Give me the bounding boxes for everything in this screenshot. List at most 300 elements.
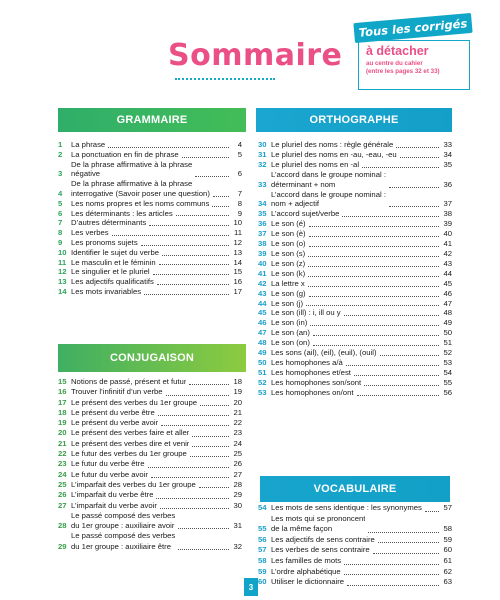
toc-entry-title-line: Le son (ill) : i, ill ou y [271,308,341,318]
toc-entry-number: 19 [58,418,67,428]
toc-entry-title-line: Le présent du verbe avoir [71,418,159,428]
toc-entry-title [271,259,305,269]
toc-entry-title [71,511,175,532]
toc-entry-title-line: Les déterminants : les articles [71,208,173,218]
toc-entry-dot-leader [149,225,229,226]
toc-entry-number: 11 [58,257,67,267]
toc-entry [58,140,242,150]
toc-entry-dot-leader [158,415,229,416]
toc-entry [258,358,452,368]
toc-entry-dot-leader [190,456,229,457]
toc-entry-number: 6 [58,208,63,218]
toc-entry-page: 6 [237,169,242,179]
toc-entry-dot-leader [178,528,229,529]
toc-entry-title-line: Identifier le sujet du verbe [71,247,160,257]
toc-entry-title [271,514,365,535]
toc-entry-title-line: Le son (o) [271,239,306,249]
toc-entry-page: 17 [233,286,242,296]
toc-entry-title [271,556,341,567]
toc-entry-page: 21 [233,407,242,417]
toc-entry-dot-leader [364,385,439,386]
toc-entry-page: 50 [443,328,452,338]
toc-entry-number: 57 [258,545,267,555]
toc-entry-title [271,279,305,289]
toc-entry [58,398,242,408]
toc-entry-page: 45 [443,278,452,288]
toc-entry-page: 8 [237,198,242,208]
toc-entry-page: 46 [443,288,452,298]
toc-entry-dot-leader [389,187,439,188]
toc-entry [258,556,452,567]
toc-entry-title [71,480,196,490]
corriges-main-text: à détacher [366,44,429,58]
toc-entry-title-line: L’accord dans le groupe nominal : [271,189,386,199]
toc-entry-page: 5 [237,149,242,159]
toc-entry [258,259,452,269]
toc-entry-title [71,428,189,438]
toc-list-grammaire [58,140,242,297]
toc-entry-title [71,501,157,511]
toc-entry-page: 39 [443,219,452,229]
toc-entry-page: 40 [443,229,452,239]
toc-entry-dot-leader [309,226,439,227]
toc-entry-page: 41 [443,239,452,249]
toc-entry-page: 62 [443,566,452,576]
toc-entry-title-line: Le présent des verbes dire et venir [71,438,190,448]
toc-entry-number: 38 [258,239,267,249]
toc-entry-title-line: Les homophones son/sont [271,377,362,387]
toc-entry-number: 25 [58,479,67,489]
toc-entry-title-line: Les homophones on/ont [271,387,354,397]
toc-entry-title-line: Utiliser le dictionnaire [271,577,345,587]
toc-entry [258,318,452,328]
toc-entry-number: 45 [258,308,267,318]
toc-entry-title-line: déterminant + nom [271,179,336,189]
toc-entry-page: 18 [233,377,242,386]
toc-entry-title [271,318,307,328]
toc-entry [258,567,452,578]
toc-entry-page: 52 [443,348,452,358]
toc-entry [58,277,242,287]
toc-entry-page: 24 [233,438,242,448]
toc-entry-title [71,470,148,480]
toc-entry-page: 15 [233,267,242,277]
toc-entry-dot-leader [162,255,229,256]
toc-entry-page: 36 [443,179,452,189]
toc-entry [58,150,242,160]
toc-entry-dot-leader [425,511,439,512]
toc-entry-page: 28 [233,479,242,489]
toc-entry-dot-leader [396,147,439,148]
toc-entry [58,501,242,511]
corriges-sub-text-1: au centre du cahier [366,60,423,67]
toc-entry-title-line: L’accord dans le groupe nominal : [271,169,386,179]
toc-entry [58,459,242,469]
toc-entry-page: 61 [443,555,452,565]
toc-entry [258,308,452,318]
toc-entry-title-line: Les homophones et/est [271,367,351,377]
toc-entry-dot-leader [357,395,440,396]
toc-entry-title-line: Les mots qui se prononcent [271,513,366,523]
toc-entry-number: 1 [58,140,63,149]
toc-entry-page: 63 [443,577,452,587]
toc-entry [258,249,452,259]
toc-entry [258,388,452,398]
toc-entry [258,503,452,514]
toc-entry-number: 30 [258,140,267,149]
toc-entry-number: 2 [58,149,63,159]
toc-entry-title-line: L’imparfait du verbe avoir [71,500,157,510]
corriges-sub-text-2: (entre les pages 32 et 33) [366,67,440,75]
toc-entry-number: 20 [58,428,67,438]
toc-entry-title-line: Le futur des verbes du 1er groupe [71,449,187,459]
toc-entry [258,229,452,239]
toc-entry-page: 49 [443,318,452,328]
toc-entry [258,299,452,309]
toc-entry-page: 47 [443,298,452,308]
toc-entry [258,535,452,546]
toc-entry-title-line: L’ordre alphabétique [271,566,341,576]
toc-entry-title [71,218,146,228]
toc-entry-title [71,140,105,150]
toc-entry-dot-leader [309,246,439,247]
section-header-orthographe: ORTHOGRAPHE [256,108,452,132]
toc-entry-title [71,418,158,428]
toc-entry [258,239,452,249]
toc-entry-title-line: Les adjectifs de sens contraire [271,534,375,544]
toc-entry-number: 53 [258,387,267,397]
toc-entry-title-line: Le son (g) [271,288,306,298]
toc-entry-title-line: Le passé composé des verbes [71,531,176,541]
toc-entry-dot-leader [157,284,229,285]
toc-entry-title [71,199,209,209]
toc-entry-dot-leader [346,365,439,366]
toc-entry-title-line: L’imparfait du verbe être [71,490,154,500]
toc-entry-dot-leader [212,206,229,207]
toc-entry-number: 58 [258,555,267,565]
toc-entry-title-line: du 1er groupe : auxiliaire avoir [71,521,175,531]
toc-entry-dot-leader [159,264,229,265]
toc-entry [258,368,452,378]
toc-entry-page: 31 [233,521,242,531]
toc-entry-title-line: Notions de passé, présent et futur [71,377,187,386]
toc-entry-number: 13 [58,277,67,287]
toc-entry-dot-leader [153,274,229,275]
toc-entry-title-line: Le masculin et le féminin [71,257,156,267]
toc-entry-title [71,490,153,500]
toc-entry [58,377,242,387]
toc-entry-number: 49 [258,348,267,358]
toc-entry-number: 46 [258,318,267,328]
toc-entry [58,267,242,277]
toc-entry-number: 16 [58,387,67,397]
toc-entry [258,328,452,338]
toc-entry-title [271,150,397,160]
corriges-box [358,40,470,90]
toc-entry-title [71,449,187,459]
toc-entry-number: 3 [58,169,63,179]
toc-entry-title-line: Le son (k) [271,268,306,278]
toc-entry-dot-leader [308,266,439,267]
toc-entry-title-line: du 1er groupe : auxiliaire être [71,541,171,551]
toc-entry-page: 29 [233,490,242,500]
toc-entry-title [271,190,386,210]
toc-entry-title-line: D’autres déterminants [71,218,147,228]
toc-entry-title [271,229,306,239]
toc-entry-dot-leader [373,553,439,554]
toc-entry-page: 35 [443,159,452,169]
toc-entry-dot-leader [308,256,439,257]
toc-entry-page: 44 [443,268,452,278]
toc-entry-title-line: De la phrase affirmative à la phrase [71,159,193,169]
toc-entry [258,378,452,388]
toc-entry-dot-leader [176,215,229,216]
toc-entry-title [271,378,361,388]
toc-entry-dot-leader [195,176,229,177]
toc-entry-dot-leader [112,235,229,236]
toc-entry-title-line: Le futur du verbe avoir [71,469,148,479]
toc-entry-number: 41 [258,268,267,278]
toc-entry-number: 43 [258,288,267,298]
toc-entry-title-line: Les sons (ail), (eil), (euil), (ouil) [271,348,377,358]
toc-entry [58,449,242,459]
toc-entry-title-line: Les mots de sens identique : les synonymes [271,503,422,512]
toc-entry-number: 4 [58,188,63,198]
toc-entry-number: 50 [258,357,267,367]
toc-entry-title [271,503,422,514]
toc-entry-title-line: Le passé composé des verbes [71,510,176,520]
toc-entry-dot-leader [308,286,439,287]
toc-entry [58,199,242,209]
toc-entry-title-line: La ponctuation en fin de phrase [71,149,179,159]
toc-entry-number: 42 [258,278,267,288]
toc-entry-page: 16 [233,277,242,287]
toc-entry [258,279,452,289]
toc-entry-title [271,299,303,309]
toc-entry-title [271,289,306,299]
toc-entry-page: 51 [443,338,452,348]
toc-entry-number: 15 [58,377,67,386]
toc-entry-page: 32 [233,541,242,551]
toc-entry-title-line: de la même façon [271,524,333,534]
toc-entry [58,418,242,428]
toc-entry-title-line: La lettre x [271,278,305,288]
toc-entry-number: 47 [258,328,267,338]
toc-entry-title [271,209,339,219]
toc-entry-page: 42 [443,248,452,258]
toc-entry-dot-leader [182,157,229,158]
toc-entry-page: 48 [443,308,452,318]
toc-entry-dot-leader [192,446,229,447]
toc-entry [258,190,452,210]
toc-entry-page: 58 [443,524,452,534]
toc-entry [58,248,242,258]
toc-entry-page: 22 [233,418,242,428]
toc-entry-number: 60 [258,577,267,587]
toc-entry-title [71,248,159,258]
toc-entry-number: 52 [258,377,267,387]
toc-entry-page: 57 [443,503,452,512]
toc-entry-title-line: Le pluriel des noms en -al [271,159,360,169]
toc-entry-number: 18 [58,407,67,417]
toc-entry-page: 27 [233,469,242,479]
toc-entry-page: 53 [443,357,452,367]
toc-entry-dot-leader [200,405,229,406]
toc-entry-title [71,258,156,268]
toc-entry-dot-leader [347,585,439,586]
toc-entry-page: 13 [233,247,242,257]
toc-entry-title-line: Le son (s) [271,248,306,258]
toc-entry-title-line: Le présent des verbes faire et aller [71,428,190,438]
toc-entry-title-line: Le son (j) [271,298,304,308]
toc-entry [258,338,452,348]
toc-entry-dot-leader [199,487,229,488]
toc-entry-title-line: Le pluriel des noms : règle générale [271,140,394,149]
toc-entry [258,269,452,279]
toc-entry-dot-leader [389,206,439,207]
toc-entry-number: 56 [258,534,267,544]
toc-entry-title-line: Les mots invariables [71,286,142,296]
toc-entry-page: 14 [233,257,242,267]
toc-entry-page: 26 [233,459,242,469]
toc-entry-dot-leader [178,549,229,550]
toc-entry-title [271,348,377,358]
toc-entry [58,218,242,228]
toc-entry-dot-leader [309,296,439,297]
toc-entry-title-line: Le présent du verbe être [71,407,155,417]
toc-entry-page: 56 [443,387,452,397]
toc-entry-number: 29 [58,541,67,551]
toc-entry-number: 39 [258,248,267,258]
toc-entry-number: 35 [258,209,267,219]
toc-entry-title-line: Le son (in) [271,318,308,328]
toc-entry-title-line: L’imparfait des verbes du 1er groupe [71,479,196,489]
toc-entry-dot-leader [362,167,439,168]
toc-entry-dot-leader [161,425,229,426]
toc-entry-dot-leader [306,305,439,306]
toc-entry-dot-leader [309,236,439,237]
toc-entry-dot-leader [310,325,439,326]
toc-entry-dot-leader [344,564,439,565]
toc-entry [258,348,452,358]
toc-entry-page: 19 [233,387,242,397]
toc-entry-number: 51 [258,367,267,377]
toc-entry-number: 22 [58,449,67,459]
toc-entry-title [271,308,341,318]
toc-entry-page: 33 [443,140,452,149]
toc-entry-dot-leader [166,395,229,396]
toc-entry-dot-leader [213,196,229,197]
toc-entry-number: 5 [58,198,63,208]
toc-entry-number: 54 [258,503,267,512]
page-title: Sommaire [168,38,343,73]
toc-entry [58,179,242,199]
toc-entry-title-line: De la phrase affirmative à la phrase [71,179,193,189]
toc-entry-title [71,228,109,238]
toc-entry-title [271,545,370,556]
toc-entry-title [271,368,351,378]
toc-entry-title [71,377,186,387]
toc-entry-dot-leader [378,542,439,543]
toc-entry-number: 8 [58,228,63,238]
toc-entry-dot-leader [192,436,229,437]
toc-entry-title [271,388,354,398]
toc-entry-title-line: Le son (è) [271,229,306,239]
toc-entry-dot-leader [344,574,439,575]
toc-entry-title [71,267,150,277]
toc-entry-number: 23 [58,459,67,469]
toc-entry-dot-leader [151,477,229,478]
toc-entry-number: 27 [58,500,67,510]
toc-entry-title [71,439,189,449]
toc-entry [58,160,242,180]
toc-entry-title-line: Le pluriel des noms en -au, -eau, -eu [271,149,397,159]
toc-entry-title-line: Les homophones a/à [271,357,343,367]
toc-entry-number: 48 [258,338,267,348]
toc-entry-title [271,170,386,190]
toc-entry-title [271,328,310,338]
toc-entry-title [71,387,163,397]
toc-entry-number: 59 [258,566,267,576]
toc-entry-title-line: Le son (z) [271,258,306,268]
toc-entry-title [271,358,343,368]
toc-entry-number: 17 [58,397,67,407]
toc-entry [58,470,242,480]
toc-entry-title-line: Le futur du verbe être [71,459,145,469]
toc-entry [58,480,242,490]
toc-entry-page: 25 [233,449,242,459]
toc-entry-title [271,140,393,150]
toc-entry-number: 28 [58,521,67,531]
corriges-tag: Tous les corrigés [353,13,472,43]
toc-entry [58,408,242,418]
section-header-conjugaison: CONJUGAISON [58,344,246,372]
toc-entry-page: 10 [233,218,242,228]
toc-entry-number: 40 [258,258,267,268]
toc-entry-number: 14 [58,286,67,296]
toc-entry-title [71,179,210,199]
toc-entry-title [271,219,306,229]
toc-entry-dot-leader [189,384,229,385]
toc-entry-page: 55 [443,377,452,387]
toc-entry [58,287,242,297]
toc-entry-page: 60 [443,545,452,555]
toc-entry-number: 55 [258,524,267,534]
toc-entry-dot-leader [141,245,229,246]
toc-entry-title [271,269,305,279]
toc-entry-title [71,531,175,552]
toc-entry-title-line: interrogative (Savoir poser une question) [71,188,210,198]
toc-entry-dot-leader [308,276,439,277]
toc-entry-title-line: Les noms propres et les noms communs [71,198,210,208]
toc-entry [258,170,452,190]
toc-entry-number: 10 [58,247,67,257]
toc-list-conjugaison [58,377,242,552]
toc-entry-title [271,535,375,546]
toc-entry-title [271,160,359,170]
page-number: 3 [244,578,258,596]
toc-entry-dot-leader [313,345,439,346]
toc-entry-title [271,567,341,578]
section-header-grammaire: GRAMMAIRE [58,108,246,132]
toc-entry [58,428,242,438]
toc-entry-title-line: Les verbes de sens contraire [271,545,370,555]
toc-entry-title-line: Le son (an) [271,328,310,338]
toc-entry-number: 34 [258,199,267,209]
toc-entry-dot-leader [368,532,439,533]
toc-entry [58,439,242,449]
toc-entry-title [71,398,197,408]
